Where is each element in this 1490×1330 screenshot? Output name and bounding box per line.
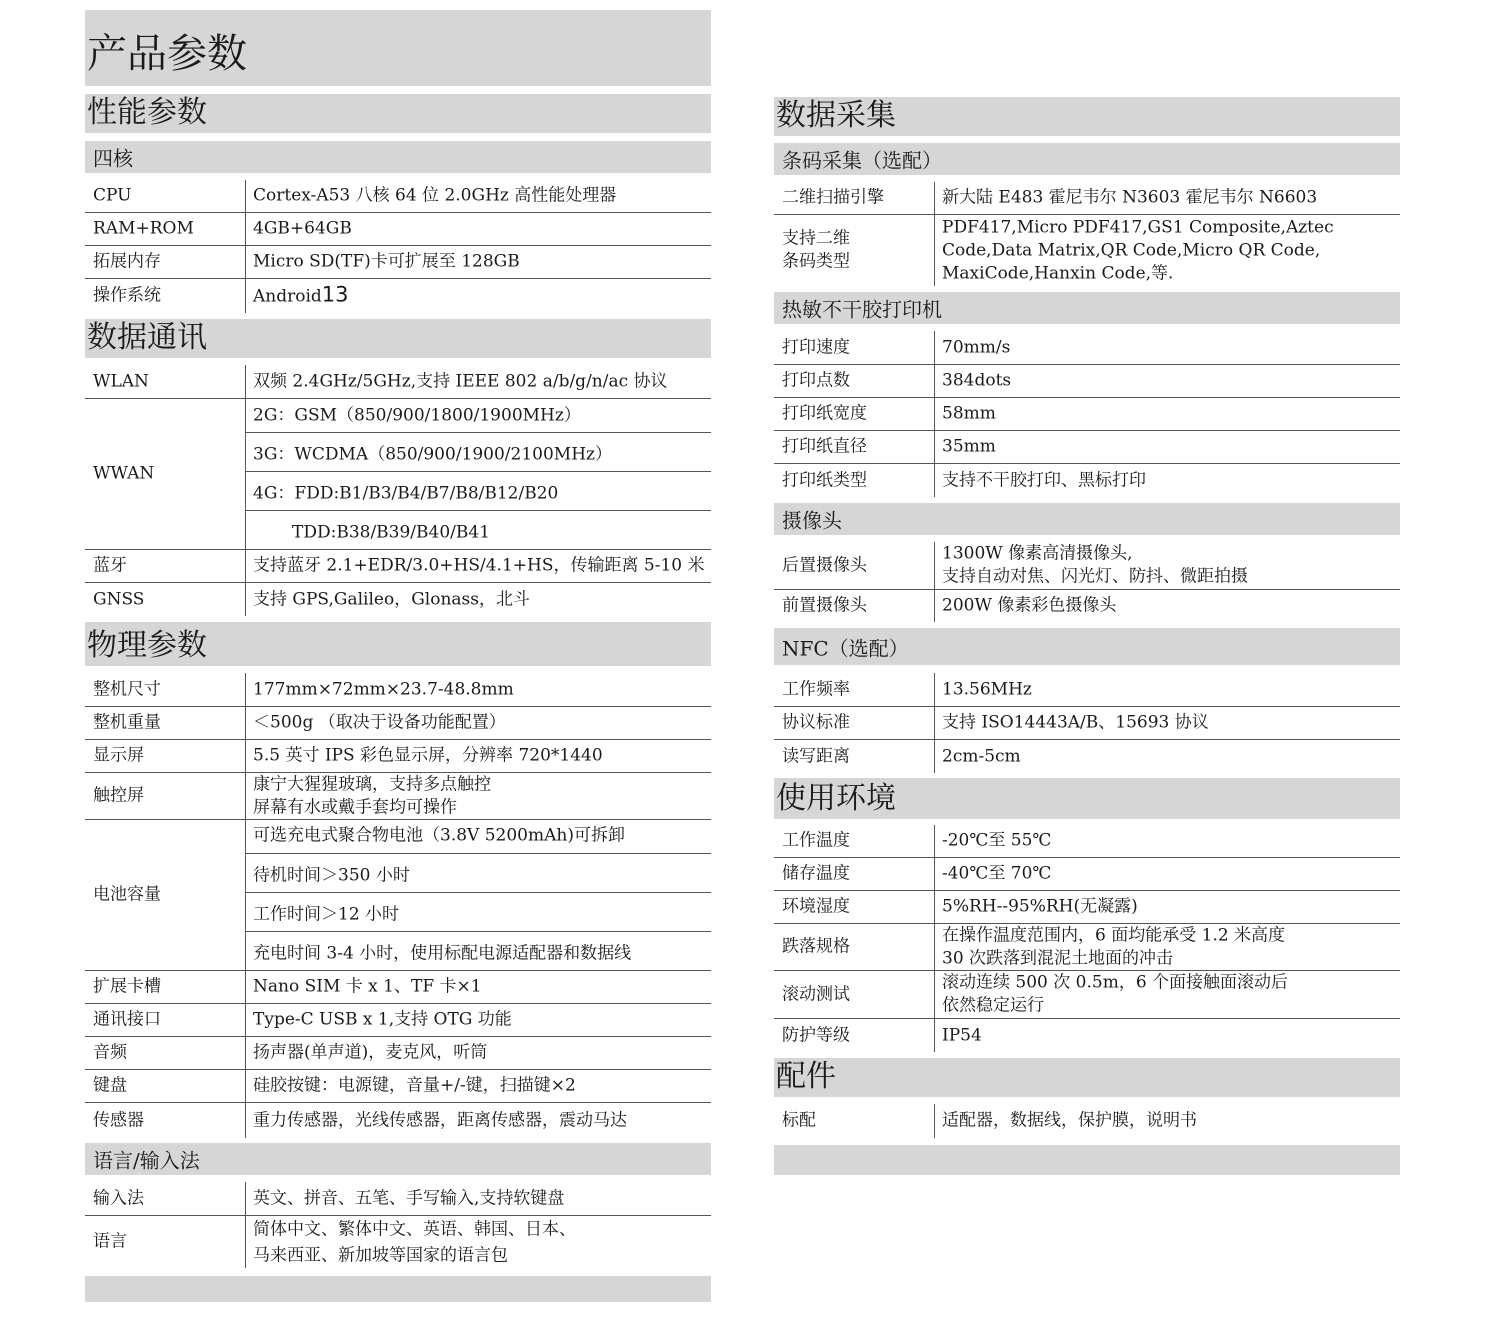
spec-row: 防护等级 IP54 [782, 1025, 982, 1045]
spec-row-gnss: GNSS 支持 GPS,Galileo，Glonass，北斗 [93, 589, 530, 609]
section-title: 使用环境 [776, 781, 896, 816]
subsection-title: 语言/输入法 [93, 1148, 200, 1173]
spec-row: 操作系统 Android13 [93, 282, 349, 307]
spec-row: 支持二维 条码类型 PDF417,Micro PDF417,GS1 Composite,Aztec Code,Data Matrix,QR Code,Micro QR Code, MaxiCode,Hanxin Code,等. [782, 217, 1334, 284]
spec-row: 工作温度 -20℃至 55℃ [774, 825, 1400, 858]
section-title: 数据通讯 [87, 320, 207, 355]
spec-row-wlan: WLAN 双频 2.4GHz/5GHz,支持 IEEE 802 a/b/g/n/ac 协议 [85, 365, 711, 399]
section-title: 数据采集 [776, 98, 896, 133]
spec-row: 协议标准 支持 ISO14443A/B、15693 协议 [774, 707, 1400, 740]
spec-row: 滚动测试 滚动连续 500 次 0.5m，6 个面接触面滚动后 依然稳定运行 [774, 971, 1400, 1019]
spec-row: 通讯接口 Type-C USB x 1,支持 OTG 功能 [85, 1004, 711, 1037]
spec-row: 前置摄像头 200W 像素彩色摄像头 [782, 595, 1117, 616]
spec-row: 整机重量 ＜500g （取决于设备功能配置） [85, 707, 711, 740]
spec-row: RAM+ROM 4GB+64GB [85, 213, 711, 246]
section-title: 性能参数 [87, 95, 207, 130]
spec-row: 传感器 重力传感器，光线传感器，距离传感器，震动马达 [93, 1110, 627, 1130]
right-column [774, 0, 1400, 1330]
spec-row: 整机尺寸 177mm×72mm×23.7-48.8mm [85, 673, 711, 707]
spec-row: 键盘 硅胶按键：电源键，音量+/-键，扫描键×2 [85, 1070, 711, 1103]
section-data-comm [85, 319, 711, 358]
section-accessories [774, 1058, 1400, 1097]
spec-row: CPU Cortex-A53 八核 64 位 2.0GHz 高性能处理器 [85, 180, 711, 213]
page-title-bar [85, 10, 711, 86]
spec-row: 音频 扬声器(单声道)，麦克风，听筒 [85, 1037, 711, 1070]
footer-bar [774, 1145, 1400, 1175]
spec-row: 跌落规格 在操作温度范围内，6 面均能承受 1.2 米高度 30 次跌落到混泥土地面的冲击 [774, 924, 1400, 971]
spec-row: 打印速度 70mm/s [774, 331, 1400, 365]
spec-row: 后置摄像头 1300W 像素高清摄像头, 支持自动对焦、闪光灯、防抖、微距拍摄 [774, 542, 1400, 590]
spec-row: 打印纸宽度 58mm [774, 398, 1400, 431]
subsection-printer [774, 292, 1400, 324]
section-data-collection [774, 97, 1400, 136]
subsection-title: 四核 [93, 146, 133, 171]
spec-row: 打印纸类型 支持不干胶打印、黑标打印 [782, 470, 1146, 490]
spec-row-battery: 电池容量 可选充电式聚合物电池（3.8V 5200mAh)可拆卸 待机时间＞350 小时 工作时间＞12 小时 充电时间 3-4 小时，使用标配电源适配器和数据线 [85, 820, 711, 971]
subsection-title: NFC（选配） [782, 636, 909, 660]
spec-row: 打印纸直径 35mm [774, 431, 1400, 464]
page-title: 产品参数 [87, 31, 247, 77]
section-title: 物理参数 [87, 628, 207, 663]
subsection-title: 热敏不干胶打印机 [782, 297, 942, 322]
subsection-title: 条码采集（选配） [782, 148, 942, 173]
subsection-quadcore [85, 141, 711, 173]
spec-row: 语言 简体中文、繁体中文、英语、韩国、日本、 马来西亚、新加坡等国家的语言包 [93, 1219, 576, 1266]
spec-row: 扩展卡槽 Nano SIM 卡 x 1、TF 卡×1 [85, 971, 711, 1004]
subsection-title: 摄像头 [782, 508, 842, 533]
left-column [85, 0, 711, 1330]
spec-row: 打印点数 384dots [774, 365, 1400, 398]
spec-row: 输入法 英文、拼音、五笔、手写输入,支持软键盘 [85, 1182, 711, 1216]
footer-bar [85, 1276, 711, 1302]
section-environment [774, 778, 1400, 819]
subsection-nfc [774, 628, 1400, 665]
spec-row: 显示屏 5.5 英寸 IPS 彩色显示屏，分辨率 720*1440 [85, 740, 711, 773]
spec-row: 读写距离 2cm-5cm [782, 746, 1021, 766]
spec-row: 标配 适配器，数据线，保护膜，说明书 [782, 1110, 1197, 1131]
spec-row: 储存温度 -40℃至 70℃ [774, 858, 1400, 891]
section-performance [85, 94, 711, 133]
subsection-camera [774, 503, 1400, 535]
spec-row-bluetooth: 蓝牙 支持蓝牙 2.1+EDR/3.0+HS/4.1+HS，传输距离 5-10 米 [85, 550, 711, 583]
subsection-language [85, 1143, 711, 1175]
spec-row: 触控屏 康宁大猩猩玻璃，支持多点触控 屏幕有水或戴手套均可操作 [85, 773, 711, 820]
spec-row: 环境湿度 5%RH--95%RH(无凝露) [774, 891, 1400, 924]
spec-row: 二维扫描引擎 新大陆 E483 霍尼韦尔 N3603 霍尼韦尔 N6603 [774, 182, 1400, 215]
spec-row: 拓展内存 Micro SD(TF)卡可扩展至 128GB [85, 246, 711, 279]
subsection-barcode [774, 143, 1400, 175]
spec-row-wwan: WWAN 2G：GSM（850/900/1800/1900MHz） 3G：WCDMA（850/900/1900/2100MHz） 4G：FDD:B1/B3/B4/B7/B8/B12/B20 TDD:B38/B39/B40/B41 [85, 399, 711, 550]
spec-row: 工作频率 13.56MHz [774, 673, 1400, 707]
section-title: 配件 [776, 1059, 836, 1094]
section-physical [85, 622, 711, 666]
